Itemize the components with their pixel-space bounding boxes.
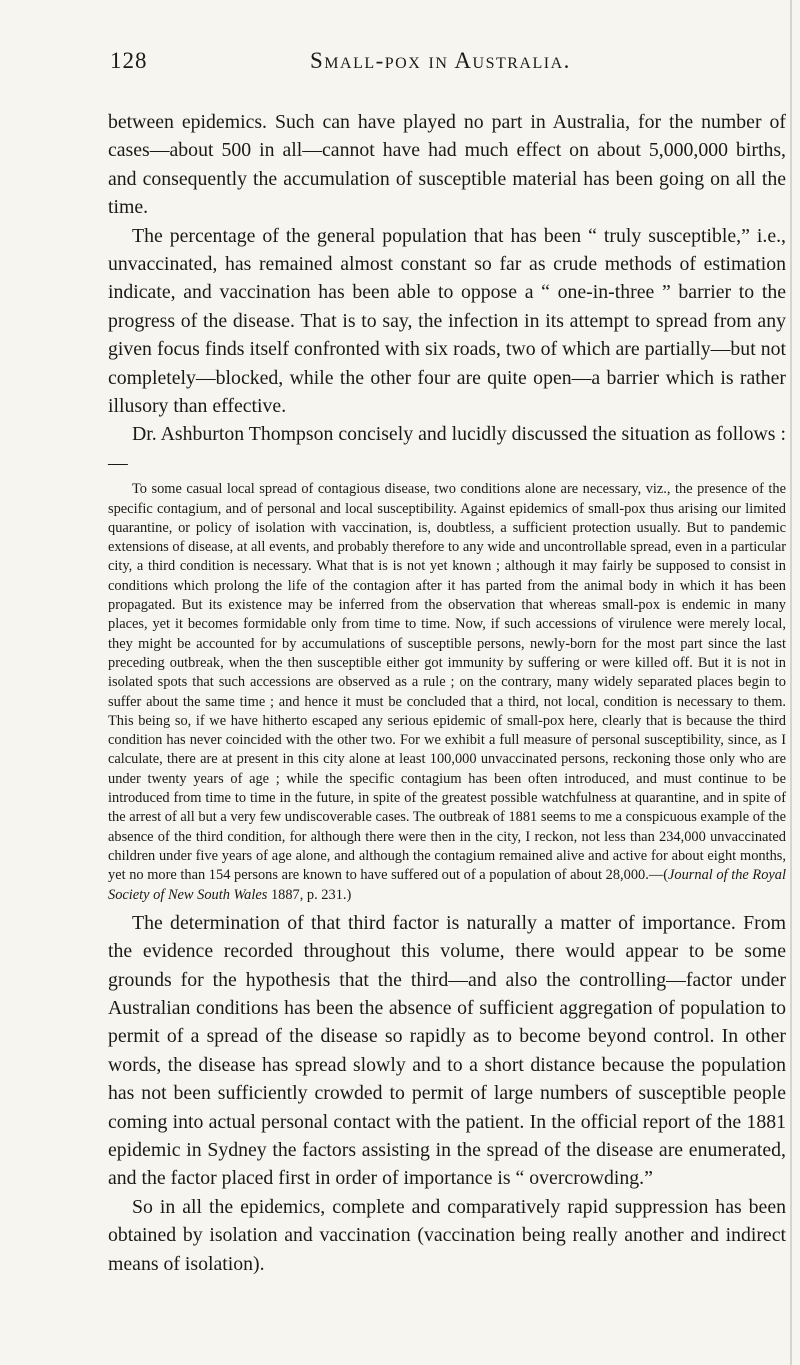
quote-citation-end: 1887, p. 231.) bbox=[267, 886, 352, 903]
paragraph-2: The percentage of the general population that has been “ truly susceptible,” i.e., unvaccinated, has remained almost constant so far as crude methods of estimation indicate, and vaccination has been able to oppose a “ one-in-three ” barrier to the progress of the disease. That is to say, the infection in its attempt to spread from any given focus finds itself confronted with six roads, two of which are partially—but not completely—blocked, while the other four are quite open—a barrier which is rather illusory than effective. bbox=[108, 224, 786, 418]
block-quote-text: To some casual local spread of contagious disease, two conditions alone are necessary, viz., the presence of the specific contagium, and of personal and local susceptibility. Against epidemics of small-pox thus arising our limited quarantine, or policy of isolation with vaccination, is, doubtless, a sufficient protection usually. But to pandemic extensions of disease, at all events, and probably therefore to any wide and uncontrollable spread, even in a particular city, a third condition is necessary. What that is is not yet known ; although it may fairly be supposed to consist in conditions which prolong the life of the contagion after it has parted from the animal body in which it has been propagated. But its existence may be inferred from the observation that whereas small-pox is endemic in many places, yet it becomes formidable only from time to time. Now, if such accessions of virulence were merely local, they might be accounted for by accumulations of susceptible persons, newly-born for the most part since the last preceding outbreak, when the then susceptible either got immunity by suffering or were killed off. But it is not in isolated spots that such accessions are observed as a rule ; on the contrary, many widely separated places begin to suffer about the same time ; and hence it must be concluded that a third, not local, condition is necessary to them. This being so, if we have hitherto escaped any serious epidemic of small-pox here, clearly that is because the third condition has never coincided with the other two. For we exhibit a full measure of personal susceptibility, since, as I calculate, there are at present in this city alone at least 100,000 unvaccinated persons, reckoning those only who are under twenty years of age ; while the specific contagium has been often introduced, and must continue to be introduced from time to time in the future, in spite of the greatest possible watchfulness at quarantine, and in spite of the arrest of all but a very few undiscoverable cases. The outbreak of 1881 seems to me a conspicuous example of the absence of the third condition, for although there were then in the city, I reckon, not less than 234,000 unvaccinated children under five years of age alone, and although the contagium remained alive and active for about eight months, yet no more than 154 persons are known to have suffered out of a population of about 28,000.—( bbox=[108, 481, 786, 884]
page-header bbox=[110, 48, 750, 82]
page-edge-line bbox=[790, 0, 792, 1365]
quote-citation: Journal of the Royal Society of New South Wales bbox=[108, 867, 787, 903]
running-title: Small-pox in Australia. bbox=[310, 48, 571, 73]
paragraph-4: The determination of that third factor is naturally a matter of importance. From the evidence recorded throughout this volume, there would appear to be some grounds for the hypothesis that the third—and also the controlling—factor under Australian conditions has been the absence of sufficient aggregation of population to permit of a spread of the disease so rapidly as to become beyond control. In other words, the disease has spread slowly and to a short distance because the population has not been sufficiently crowded to permit of large numbers of susceptible people coming into actual personal contact with the patient. In the official report of the 1881 epidemic in Sydney the factors assisting in the spread of the disease are enumerated, and the factor placed first in order of importance is “ overcrowding.” bbox=[108, 911, 786, 1190]
paragraph-5: So in all the epidemics, complete and comparatively rapid suppression has been obtained by isolation and vaccination (vaccination being really another and indirect means of isolation). bbox=[108, 1195, 786, 1275]
paragraph-1: between epidemics. Such can have played no part in Australia, for the number of cases—about 500 in all—cannot have had much effect on about 5,000,000 births, and consequently the accumulation of susceptible material has been going on all the time. bbox=[108, 111, 786, 219]
block-quote bbox=[108, 480, 786, 905]
paragraph-3: Dr. Ashburton Thompson concisely and lucidly discussed the situation as follows :— bbox=[108, 423, 786, 474]
page-number: 128 bbox=[110, 48, 148, 73]
body-text bbox=[108, 108, 786, 1278]
